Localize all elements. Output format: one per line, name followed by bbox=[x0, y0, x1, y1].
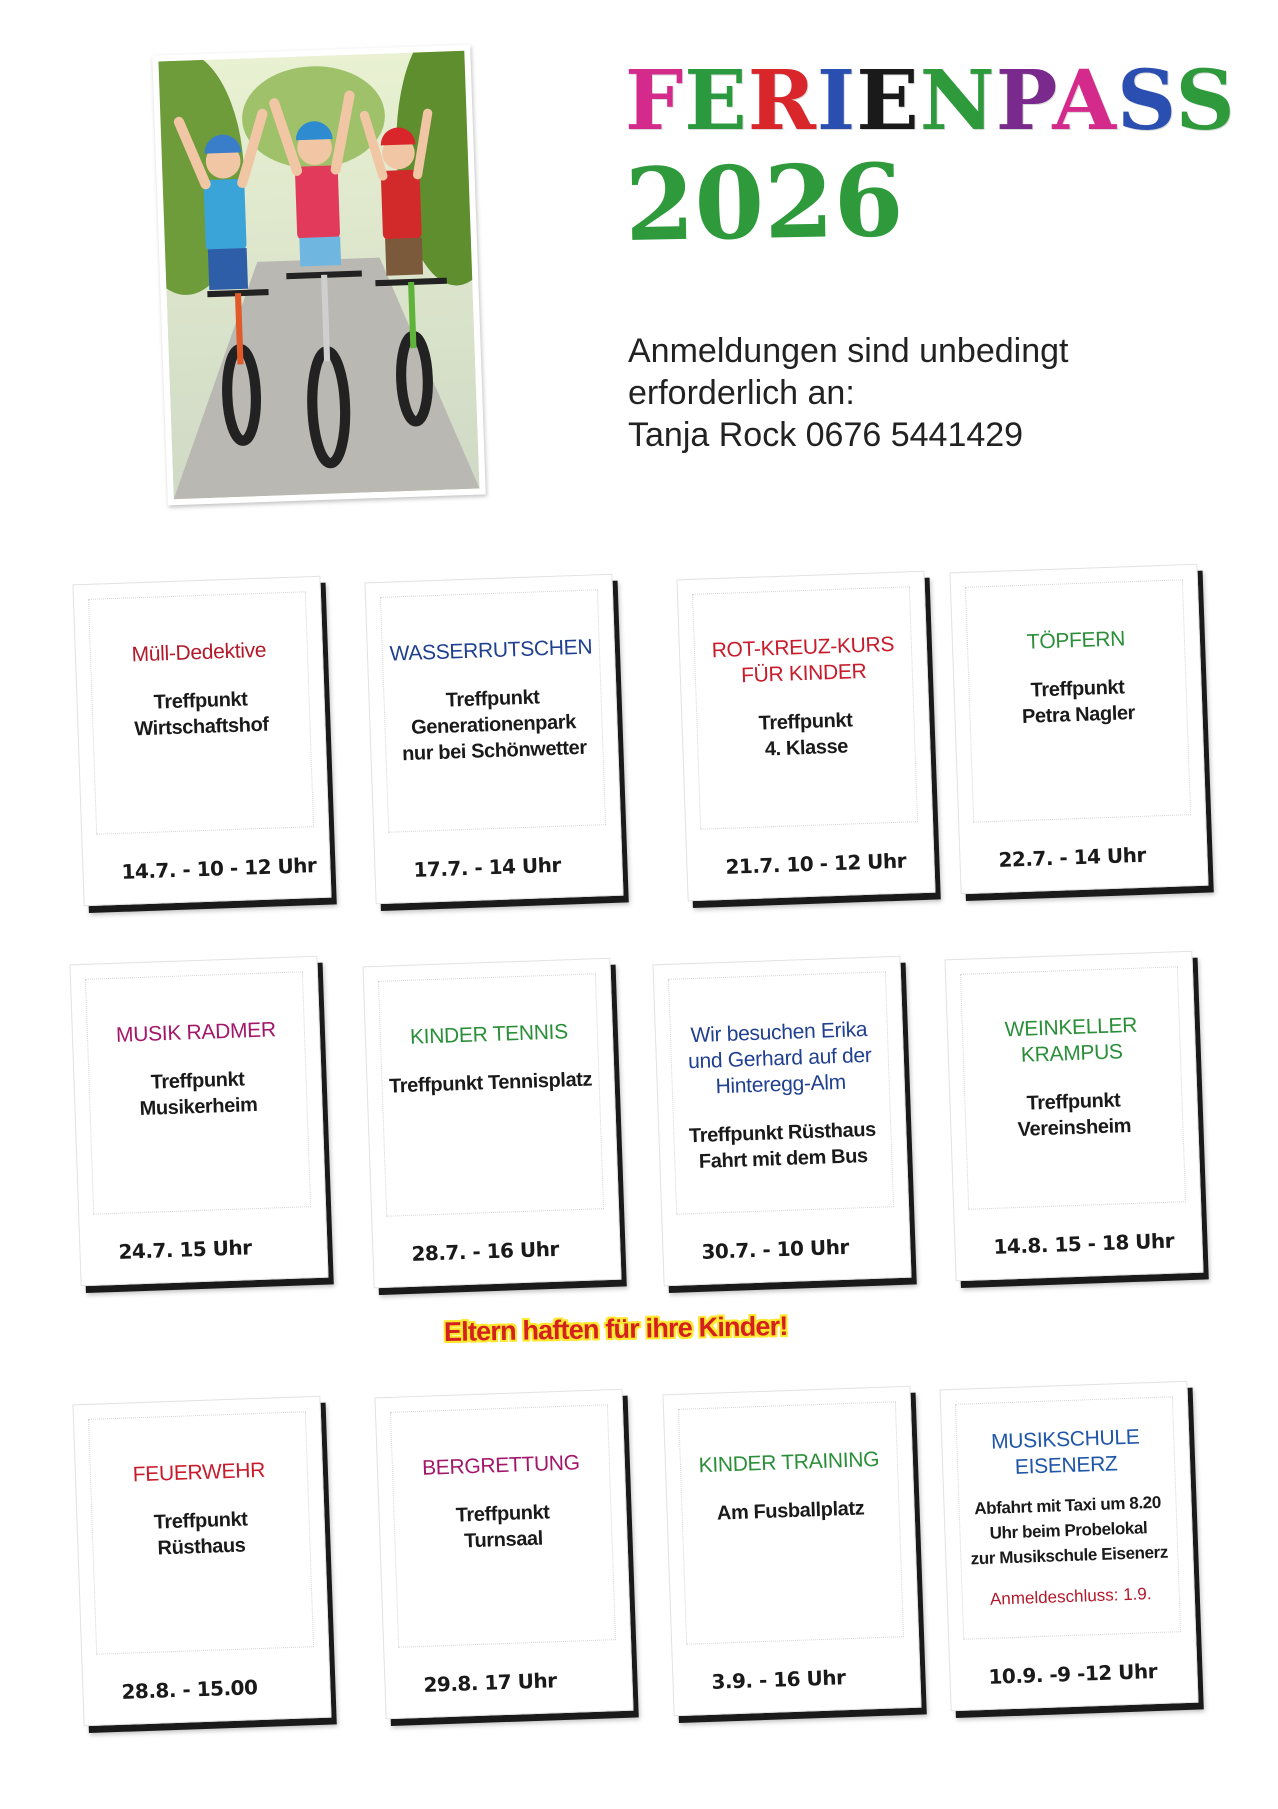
event-date: 21.7. 10 - 12 Uhr bbox=[725, 848, 907, 879]
children-bicycles-photo bbox=[152, 45, 486, 506]
event-card bbox=[676, 571, 935, 901]
event-card bbox=[939, 1381, 1198, 1711]
event-meeting-point: Treffpunkt Turnsaal bbox=[455, 1501, 550, 1553]
event-meeting-point: Abfahrt mit Taxi um 8.20 Uhr beim Probelokal zur Musikschule Eisenerz bbox=[970, 1492, 1169, 1569]
event-date: 14.7. - 10 - 12 Uhr bbox=[121, 853, 317, 884]
title-letter: R bbox=[747, 53, 817, 149]
registration-line: Anmeldungen sind unbedingt bbox=[628, 332, 1069, 370]
event-date: 28.7. - 16 Uhr bbox=[411, 1236, 560, 1266]
event-meeting-point: Treffpunkt Tennisplatz bbox=[388, 1068, 593, 1098]
event-meeting-point: Treffpunkt Petra Nagler bbox=[1021, 676, 1136, 728]
event-date: 3.9. - 16 Uhr bbox=[711, 1665, 846, 1694]
title-letter: E bbox=[856, 53, 920, 149]
event-card bbox=[69, 956, 328, 1286]
event-meeting-point: Treffpunkt Generationenpark nur bei Schönwetter bbox=[401, 686, 588, 766]
title-letter: S bbox=[1175, 53, 1236, 149]
event-date: 28.8. - 15.00 bbox=[121, 1675, 258, 1704]
registration-contact: Tanja Rock 0676 5441429 bbox=[628, 416, 1024, 454]
registration-line: erforderlich an: bbox=[628, 374, 855, 412]
event-meeting-point: Treffpunkt Musikerheim bbox=[139, 1068, 258, 1121]
event-title: FEUERWEHR bbox=[132, 1458, 266, 1487]
event-deadline: Anmeldeschluss: 1.9. bbox=[989, 1584, 1152, 1609]
event-card bbox=[72, 576, 331, 906]
event-date: 24.7. 15 Uhr bbox=[118, 1235, 252, 1264]
page-title bbox=[625, 53, 1236, 149]
title-letter: F bbox=[625, 53, 685, 149]
event-meeting-point: Treffpunkt Wirtschaftshof bbox=[134, 688, 269, 741]
title-letter: P bbox=[995, 53, 1053, 149]
event-title: KINDER TRAINING bbox=[698, 1447, 880, 1478]
event-date: 14.8. 15 - 18 Uhr bbox=[993, 1228, 1175, 1259]
event-date: 30.7. - 10 Uhr bbox=[701, 1234, 850, 1264]
title-letter: N bbox=[919, 53, 996, 149]
event-title: Wir besuchen Erika und Gerhard auf der Hinteregg-Alm bbox=[687, 1017, 872, 1099]
event-card bbox=[944, 951, 1203, 1281]
event-title: KINDER TENNIS bbox=[409, 1020, 569, 1049]
parental-liability-notice: Eltern haften für ihre Kinder! bbox=[443, 1311, 788, 1347]
event-meeting-point: Treffpunkt Rüsthaus Fahrt mit dem Bus bbox=[688, 1118, 877, 1173]
event-date: 22.7. - 14 Uhr bbox=[998, 842, 1147, 872]
event-title: MUSIKSCHULE EISENERZ bbox=[990, 1425, 1140, 1479]
event-date: 29.8. 17 Uhr bbox=[423, 1668, 557, 1697]
event-title: MUSIK RADMER bbox=[115, 1018, 277, 1047]
event-meeting-point: Am Fusballplatz bbox=[716, 1497, 865, 1525]
event-title: WEINKELLER KRAMPUS bbox=[1004, 1013, 1138, 1067]
event-date: 17.7. - 14 Uhr bbox=[413, 852, 562, 882]
registration-info bbox=[628, 330, 1148, 456]
event-meeting-point: Treffpunkt 4. Klasse bbox=[758, 709, 853, 761]
title-letter: I bbox=[816, 53, 857, 149]
event-meeting-point: Treffpunkt Vereinsheim bbox=[1017, 1089, 1132, 1141]
event-card bbox=[949, 564, 1208, 894]
event-card bbox=[374, 1389, 633, 1719]
title-letter: E bbox=[684, 53, 748, 149]
event-title: TÖPFERN bbox=[1026, 627, 1126, 654]
children-on-bicycles-photo-icon bbox=[158, 51, 479, 499]
event-card bbox=[362, 958, 621, 1288]
event-title: Müll-Dedektive bbox=[131, 638, 267, 667]
title-letter: S bbox=[1117, 53, 1176, 149]
title-year: 2026 bbox=[623, 141, 905, 264]
event-meeting-point: Treffpunkt Rüsthaus bbox=[153, 1508, 248, 1560]
event-card bbox=[652, 956, 911, 1286]
event-card bbox=[364, 574, 623, 904]
event-date: 10.9. -9 -12 Uhr bbox=[988, 1659, 1158, 1689]
event-title: ROT-KREUZ-KURS FÜR KINDER bbox=[711, 632, 895, 688]
event-title: BERGRETTUNG bbox=[421, 1451, 581, 1480]
event-card bbox=[72, 1396, 331, 1726]
title-letter: A bbox=[1052, 53, 1118, 149]
event-card bbox=[662, 1386, 921, 1716]
event-title: WASSERRUTSCHEN bbox=[389, 635, 593, 666]
